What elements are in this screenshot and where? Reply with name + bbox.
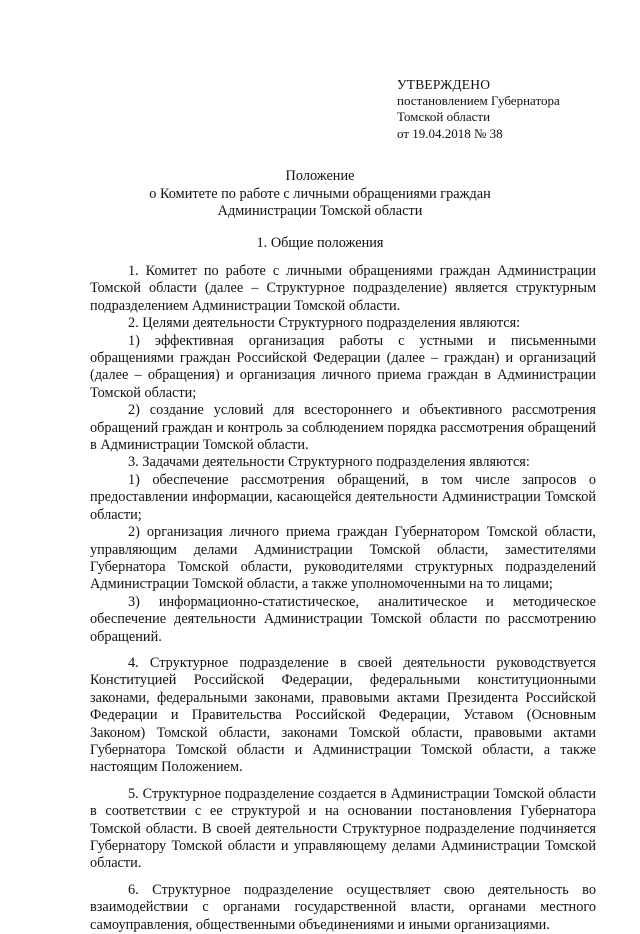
paragraph-3-item-1: 1) обеспечение рассмотрения обращений, в том числе запросов о предоставлении информации, касающейся деятельности Администрации Томской области; — [90, 471, 596, 523]
approval-heading: УТВЕРЖДЕНО — [397, 77, 491, 92]
title-line-1: Положение — [285, 168, 355, 184]
document-body — [90, 263, 596, 934]
approval-stamp — [397, 77, 560, 142]
paragraph-5: 5. Структурное подразделение создается в Администрации Томской области в соответствии с ее структурой и на основании постановления Губернатора Томской области. В своей деятельности Структурное подразделение подчиняется Губернатору Томской области и управляющему делами Администрации Томской области. — [90, 785, 596, 872]
approval-line-3: от 19.04.2018 № 38 — [397, 125, 503, 141]
title-line-2: о Комитете по работе с личными обращениями граждан — [149, 185, 491, 202]
approval-line-1: постановлением Губернатора — [397, 93, 560, 109]
section-heading: 1. Общие положения — [256, 235, 384, 251]
paragraph-6: 6. Структурное подразделение осуществляет свою деятельность во взаимодействии с органами государственной власти, органами местного самоуправления, общественными объединениями и иными организациями. — [90, 881, 596, 933]
paragraph-1: 1. Комитет по работе с личными обращениями граждан Администрации Томской области (далее – Структурное подразделение) является структурным подразделением Администрации Томской области. — [90, 263, 596, 314]
paragraph-3-item-2: 2) организация личного приема граждан Губернатором Томской области, управляющим делами Администрации Томской области, заместителями Губернатора Томской области, руководителями структурных подразделений Администрации Томской области, а также уполномоченными на то лицами; — [90, 524, 596, 593]
document-title — [0, 168, 640, 221]
approval-line-2: Томской области — [397, 109, 491, 125]
paragraph-2: 2. Целями деятельности Структурного подразделения являются: — [128, 315, 521, 332]
paragraph-3: 3. Задачами деятельности Структурного подразделения являются: — [128, 454, 530, 471]
paragraph-2-item-2: 2) создание условий для всестороннего и объективного рассмотрения обращений граждан и контроль за соблюдением порядка рассмотрения обращений в Администрации Томской области. — [90, 402, 596, 454]
paragraph-4: 4. Структурное подразделение в своей деятельности руководствуется Конституцией Российской Федерации, федеральными конституционными законами, федеральными законами, правовыми актами Президента Российской Федерации и Правительства Российской Федерации, Уставом (Основным Законом) Томской области, законами Томской области, правовыми актами Губернатора Томской области и Администрации Томской области, а также настоящим Положением. — [90, 654, 596, 776]
paragraph-3-item-3: 3) информационно-статистическое, аналитическое и методическое обеспечение деятельности Администрации Томской области по рассмотрению обращений. — [90, 593, 596, 645]
paragraph-2-item-1: 1) эффективная организация работы с устными и письменными обращениями граждан Российской Федерации (далее – граждан) и организаций (далее – обращения) и организация личного приема граждан в Администрации Томской области; — [90, 332, 596, 401]
title-line-3: Администрации Томской области — [217, 203, 423, 219]
